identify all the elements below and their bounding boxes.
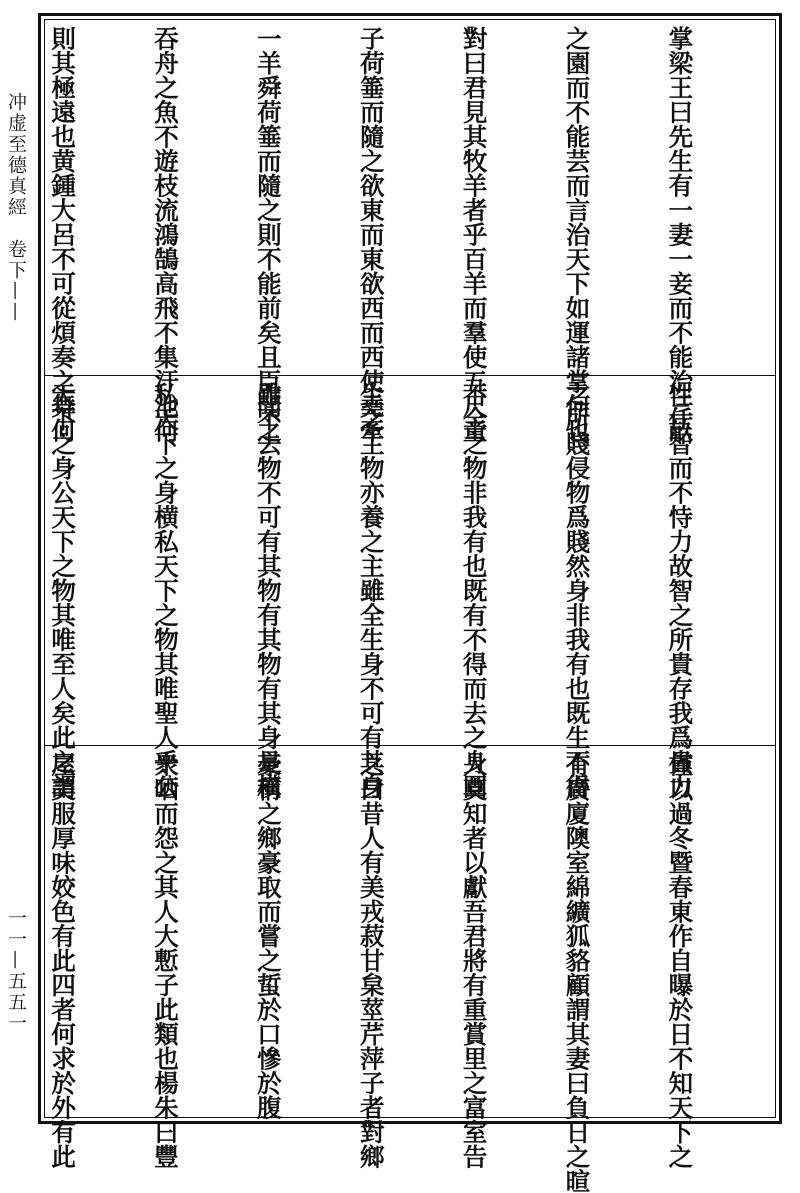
text-column: 性任智而不恃力故智之所貴存我爲貴力 [665, 382, 695, 799]
text-columns [48, 26, 765, 443]
text-column: 私天下之身横私天下之物其唯聖人乎公 [150, 382, 180, 799]
margin-page-number: 一一—五五一 [5, 908, 27, 1034]
text-column: 之所賤侵物爲賤然身非我有也既生不得 [562, 382, 592, 799]
text-panel-top [45, 20, 775, 443]
text-column: 僅以過冬暨春東作自曝於日不知天下之 [665, 752, 695, 1169]
text-column: 生之主物亦養之主雖全生身不可有其身 [356, 382, 386, 799]
text-column: 吞舟之魚不遊枝流鴻鵠高飛不集汙池何 [150, 26, 180, 443]
text-column: 有廣廈隩室綿纊狐貉顧謂其妻曰負日之暄 [562, 752, 592, 1193]
margin-book-title: 冲虚至德真經 卷下—— [5, 92, 27, 323]
text-panel-middle [45, 376, 775, 799]
text-columns [48, 382, 765, 799]
text-column: 豪稱之鄉豪取而嘗之蜇於口慘於腹 [253, 752, 283, 1120]
text-column: 之園而不能芸而言治天下如運諸掌何也 [562, 26, 592, 443]
text-column: 衆哂而怨之其人大慙子此類也楊朱曰豐 [150, 752, 180, 1169]
text-column: 一羊舜荷箠而隨之則不能前矣且臣聞之 [253, 26, 283, 443]
text-column: 子荷箠而隨之欲東而東欲西而西使堯牽 [356, 26, 386, 443]
text-column: 雖不去物不可有其物有其物有其身是横 [253, 382, 283, 799]
text-column: 屋美服厚味姣色有此四者何求於外有此 [48, 752, 78, 1169]
text-column: 人莫知者以獻吾君將有重賞里之富室告 [459, 752, 489, 1169]
text-column: 對曰君見其牧羊者乎百羊而羣使五尺童 [459, 26, 489, 443]
text-column: 則其極遠也黄鍾大呂不可從煩奏之舞何 [48, 26, 78, 443]
text-column: 天下之身公天下之物其唯至人矣此之謂 [48, 382, 78, 799]
text-column: 不全之物非我有也既有不得而去之身固 [459, 382, 489, 799]
page-frame [38, 13, 782, 1193]
text-panel-bottom [45, 746, 775, 1193]
text-columns [48, 752, 765, 1193]
text-block [44, 19, 776, 1193]
text-column: 之曰昔人有美戎菽甘枲莖芹萍子者對鄉 [356, 752, 386, 1169]
text-column: 掌梁王曰先生有一妻一妾而不能治三畝 [665, 26, 695, 443]
